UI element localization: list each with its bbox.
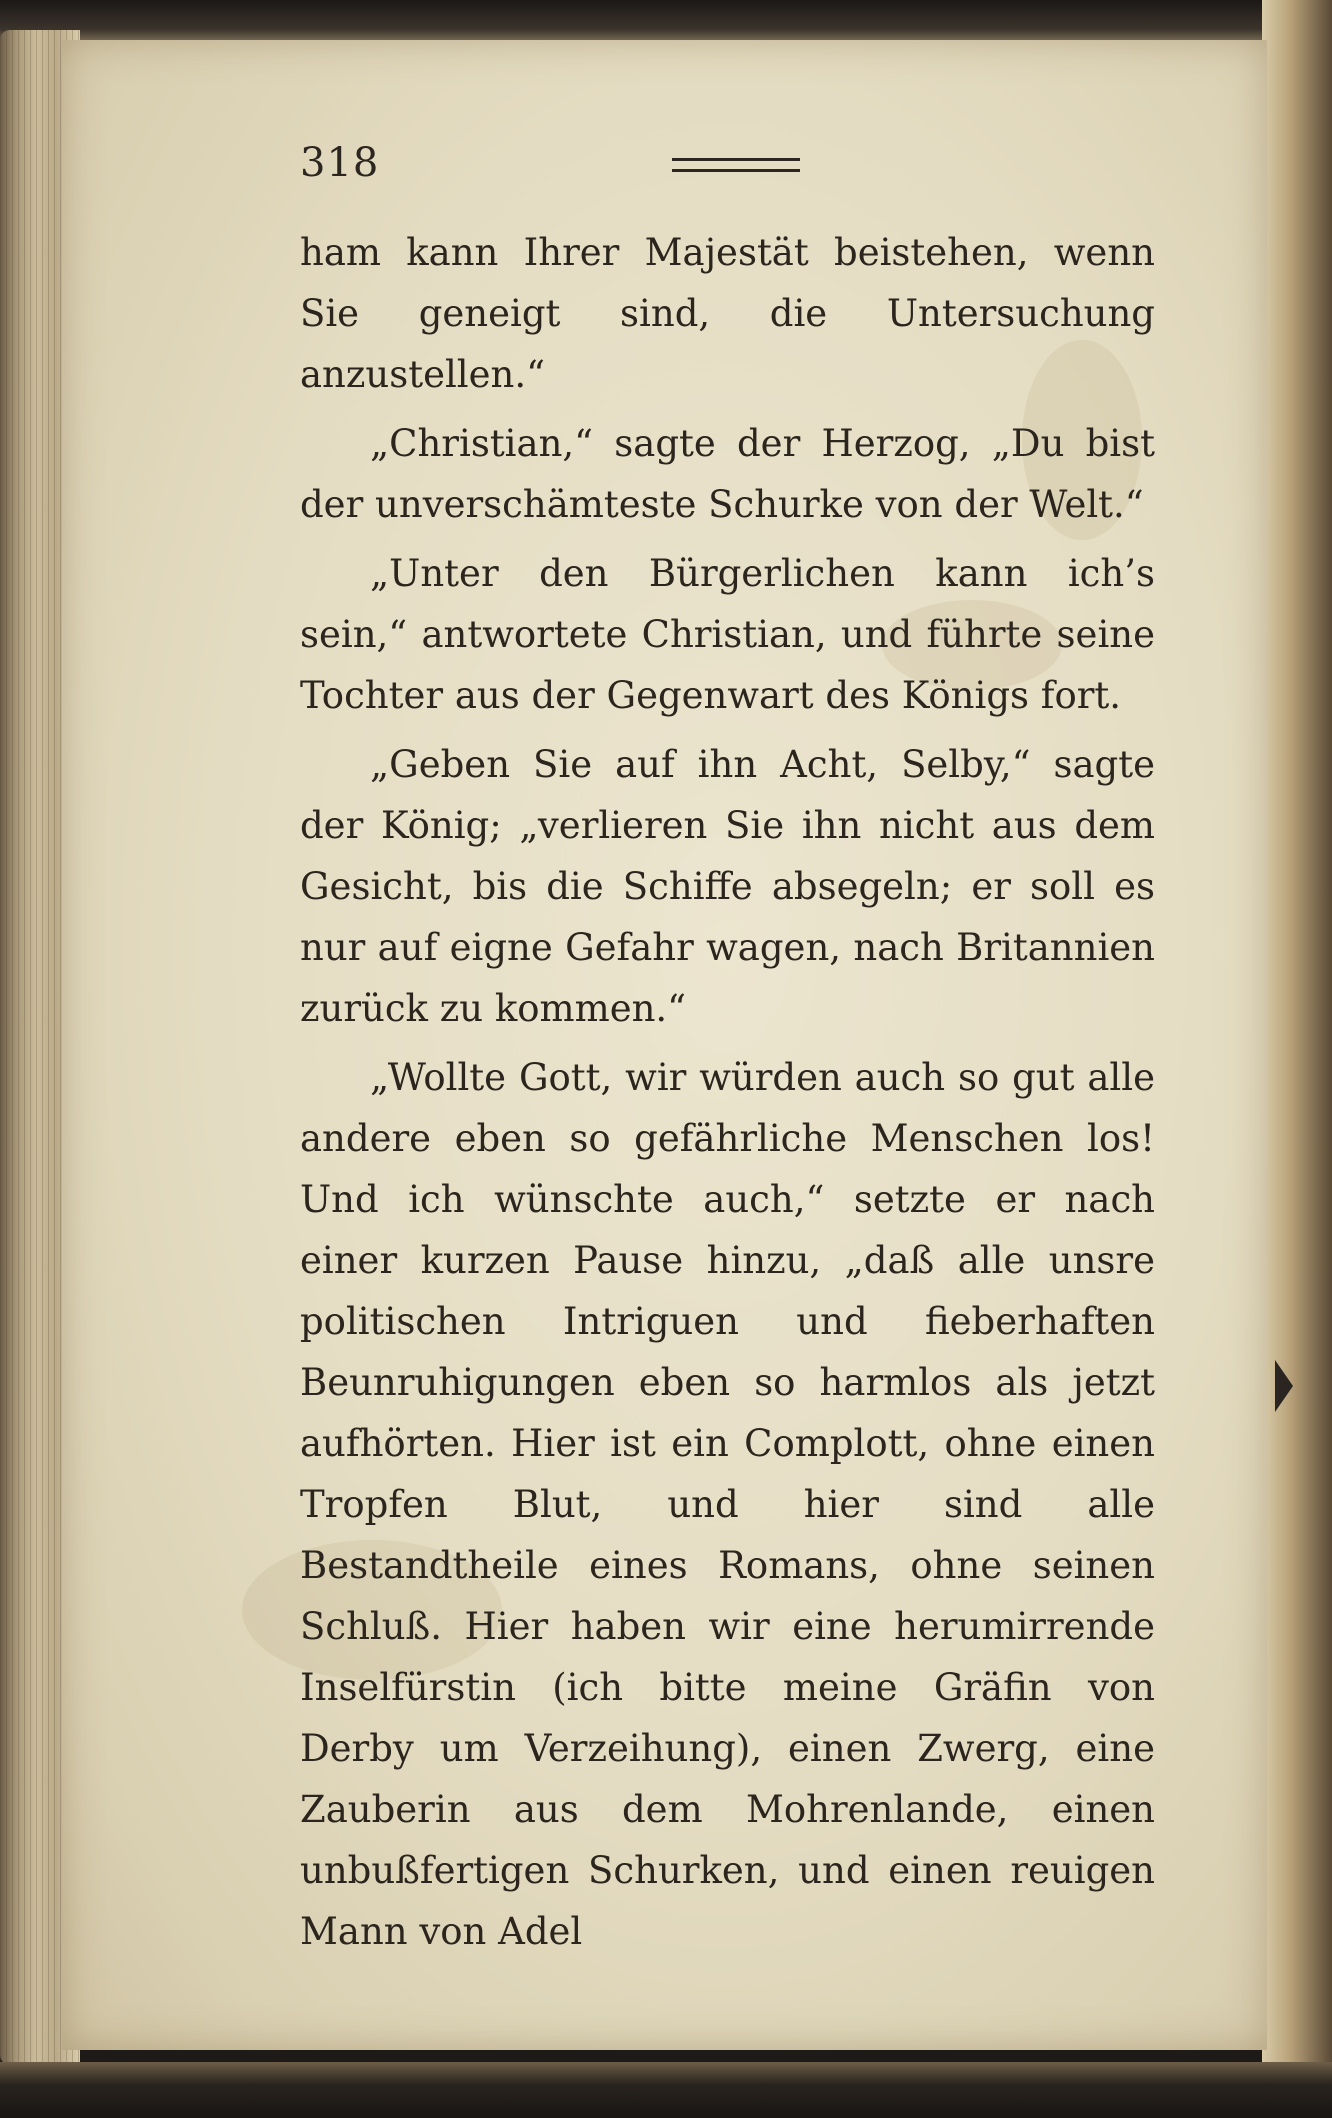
paragraph-3: „Unter den Bürgerlichen kann ich’s sein,“ antwortete Christian, und führte seine Tochter aus der Gegenwart des Königs fort. xyxy=(300,552,1155,717)
header-rule xyxy=(672,158,800,172)
cover-edge-right xyxy=(1262,0,1332,2118)
page-number: 318 xyxy=(300,140,380,186)
paragraph-1: ham kann Ihrer Majestät beistehen, wenn Sie geneigt sind, die Untersuchung anzustellen.“ xyxy=(300,231,1155,396)
running-header xyxy=(300,140,820,200)
body-text xyxy=(300,222,1155,1962)
scan-bottom-border xyxy=(0,2062,1332,2118)
edge-marker-icon xyxy=(1275,1360,1293,1412)
paragraph-5: „Wollte Gott, wir würden auch so gut alle andere eben so gefährliche Menschen los! Und ich wünschte auch,“ setzte er nach einer kurzen Pause hinzu, „daß alle unsre politischen Intriguen und fieberhaften Beunruhigungen eben so harmlos als jetzt aufhörten. Hier ist ein Complott, ohne einen Tropfen Blut, und hier sind alle Bestandtheile eines Romans, ohne seinen Schluß. Hier haben wir eine herumirrende Inselfürstin (ich bitte meine Gräfin von Derby um Verzeihung), einen Zwerg, eine Zauberin aus dem Mohrenlande, einen unbußfertigen Schurken, und einen reuigen Mann von Adel xyxy=(300,1056,1155,1953)
paragraph-2: „Christian,“ sagte der Herzog, „Du bist der unverschämteste Schurke von der Welt.“ xyxy=(300,422,1155,526)
paragraph-4: „Geben Sie auf ihn Acht, Selby,“ sagte der König; „verlieren Sie ihn nicht aus dem Gesicht, bis die Schiffe absegeln; er soll es nur auf eigne Gefahr wagen, nach Britannien zurück zu kommen.“ xyxy=(300,743,1155,1030)
scan-top-border xyxy=(0,0,1332,42)
